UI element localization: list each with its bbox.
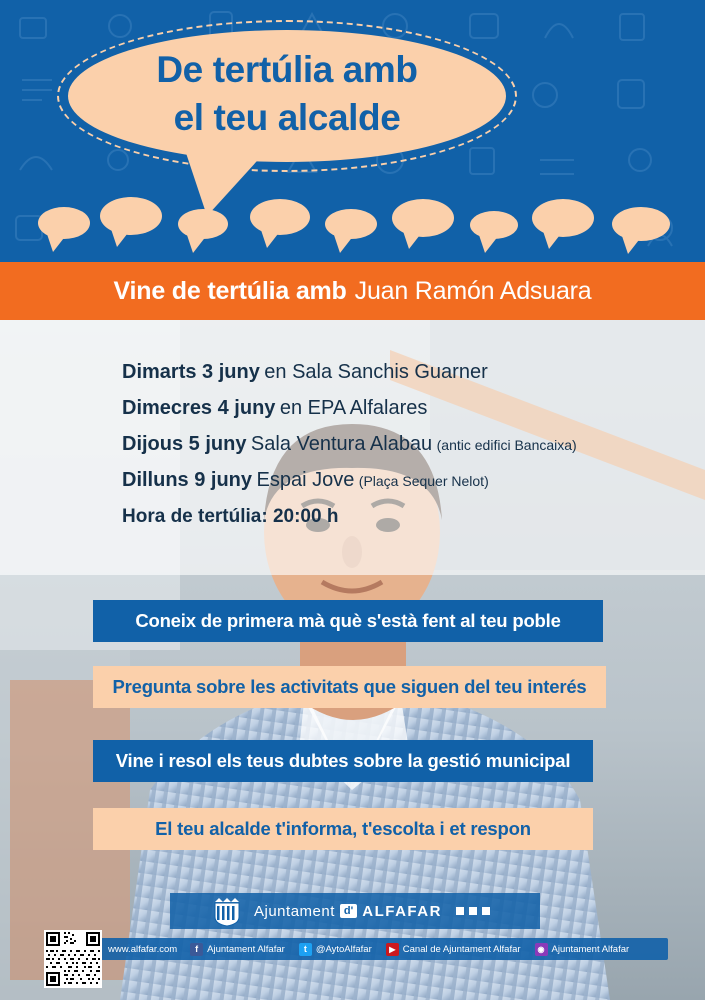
schedule-day: Dimarts 3 juny [122, 361, 260, 383]
schedule-note: (Plaça Sequer Nelot) [358, 473, 489, 489]
schedule-day: Dilluns 9 juny [122, 469, 253, 491]
footer-ajuntament-label: Ajuntament [254, 902, 335, 920]
mini-bubble [532, 199, 594, 237]
message-bar: El teu alcalde t'informa, t'escolta i et respon [93, 808, 593, 850]
schedule-place: Sala Ventura Alabau [250, 433, 433, 455]
facebook-link[interactable] [183, 943, 292, 956]
schedule-item [122, 362, 642, 383]
schedule-day: Dimecres 4 juny [122, 397, 276, 419]
poster-header [0, 0, 705, 262]
schedule-place: en Sala Sanchis Guarner [264, 361, 488, 383]
footer-d-badge: d' [340, 904, 357, 918]
mini-bubble [325, 209, 377, 239]
twitter-link[interactable] [292, 943, 379, 956]
schedule-place: Espai Jove [256, 469, 355, 491]
poster-title [68, 46, 506, 142]
schedule-item [122, 470, 642, 491]
mini-bubble [178, 209, 228, 239]
mini-bubble [392, 199, 454, 237]
banner-strong-text: Vine de tertúlia amb [113, 276, 347, 305]
footer-alfafar-label: ALFAFAR [362, 902, 442, 920]
website-link[interactable]: www.alfafar.com [108, 943, 178, 955]
schedule-day: Dijous 5 juny [122, 433, 247, 455]
mini-bubble [470, 211, 518, 239]
mini-bubble [100, 197, 162, 235]
facebook-icon: f [190, 943, 203, 956]
schedule-list [122, 362, 642, 528]
instagram-label: Ajuntament Alfafar [551, 943, 630, 955]
mini-bubble [250, 199, 310, 235]
schedule-item [122, 434, 642, 455]
mini-bubble [38, 207, 90, 239]
message-bar: Vine i resol els teus dubtes sobre la gestió municipal [93, 740, 593, 782]
banner-speaker-name: Juan Ramón Adsuara [354, 276, 592, 305]
footer-decorative-squares [456, 907, 490, 915]
footer-social-bar [98, 938, 668, 960]
facebook-label: Ajuntament Alfafar [207, 943, 285, 955]
schedule-item [122, 398, 642, 419]
town-crest-icon [212, 895, 242, 927]
poster-title-line1: De tertúlia amb [156, 49, 418, 90]
mini-speech-bubbles [0, 185, 705, 255]
schedule-place: en EPA Alfalares [279, 397, 428, 419]
poster-title-line2: el teu alcalde [173, 97, 401, 138]
footer-logo-band [170, 893, 540, 929]
schedule-note: (antic edifici Bancaixa) [436, 437, 577, 453]
youtube-label: Canal de Ajuntament Alfafar [402, 943, 521, 955]
instagram-icon: ◉ [535, 943, 548, 956]
twitter-icon: t [299, 943, 312, 956]
banner-strip [0, 262, 705, 320]
mini-bubble [612, 207, 670, 241]
youtube-link[interactable] [379, 943, 528, 956]
message-bar: Pregunta sobre les activitats que siguen del teu interés [93, 666, 606, 708]
youtube-icon: ▶ [386, 943, 399, 956]
schedule-hour: Hora de tertúlia: 20:00 h [122, 506, 339, 527]
qr-code[interactable] [44, 930, 102, 988]
instagram-link[interactable] [528, 943, 637, 956]
twitter-label: @AytoAlfafar [315, 943, 372, 955]
message-bar: Coneix de primera mà què s'està fent al teu poble [93, 600, 603, 642]
